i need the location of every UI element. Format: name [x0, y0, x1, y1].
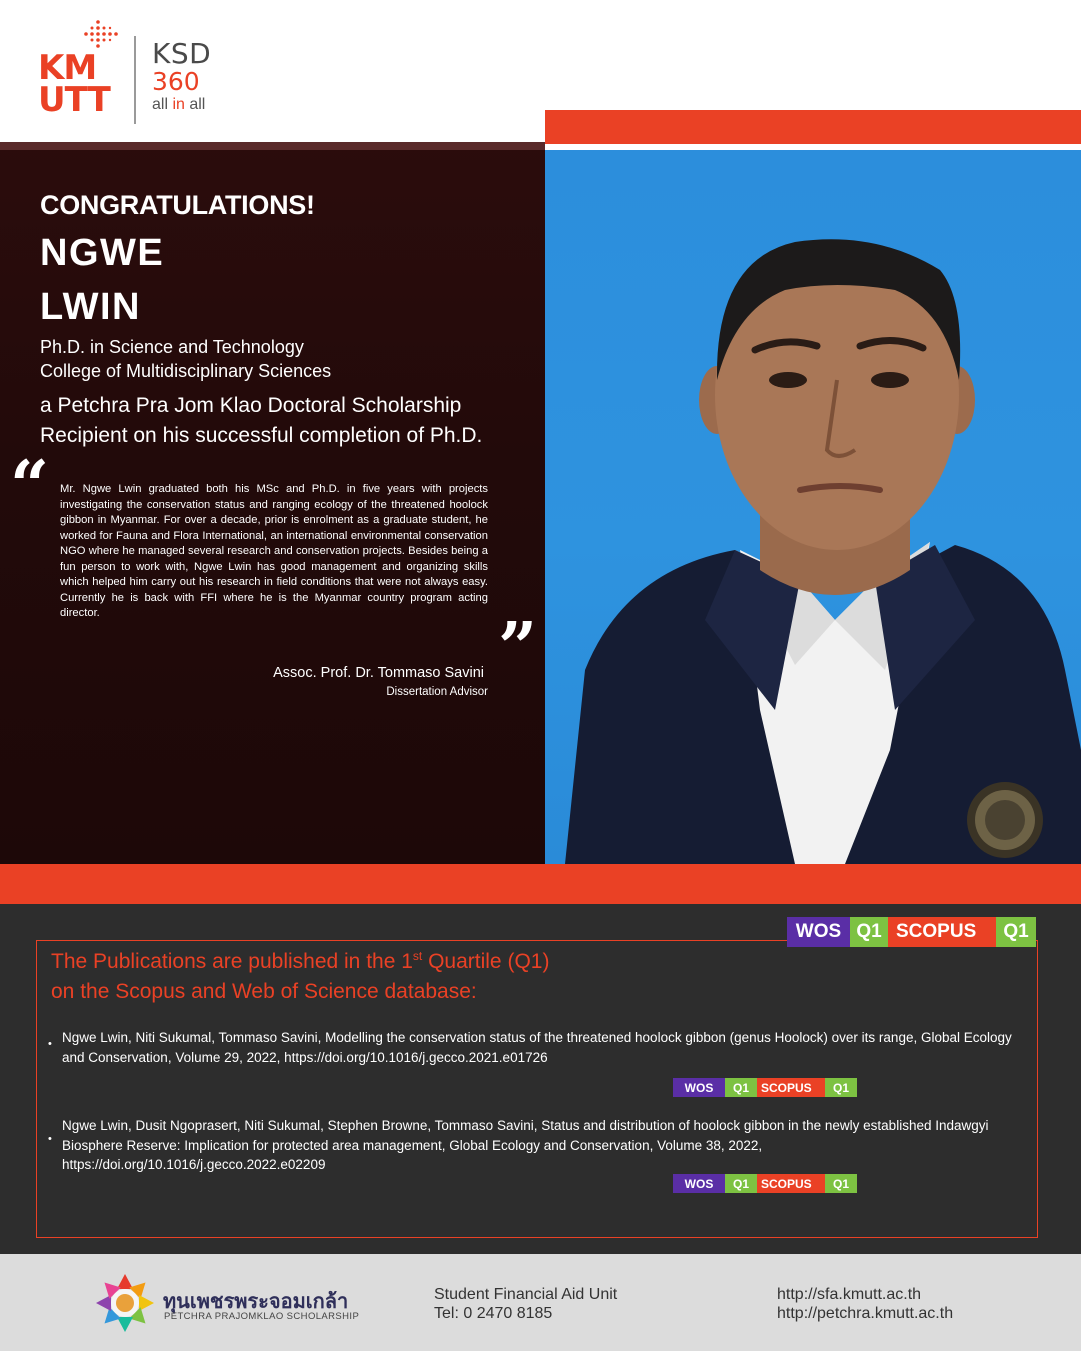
- logo-divider: [134, 36, 136, 124]
- scopus-q1-badge: Q1: [825, 1078, 857, 1097]
- bullet-icon: •: [48, 1038, 52, 1050]
- quartile-badges-header: [787, 917, 1036, 947]
- ksd-number: 360: [152, 67, 200, 96]
- scopus-badge: SCOPUS: [757, 1078, 825, 1097]
- wos-q1-badge: Q1: [725, 1078, 757, 1097]
- mid-accent-bar: [0, 864, 1081, 904]
- publications-heading-line2: on the Scopus and Web of Science database:: [51, 980, 477, 1003]
- bullet-icon: •: [48, 1133, 52, 1145]
- wos-q1-badge: Q1: [850, 917, 888, 947]
- wos-q1-badge: Q1: [725, 1174, 757, 1193]
- portrait-illustration: [545, 150, 1081, 864]
- publications-heading-line1: [51, 950, 549, 974]
- footer-link-petchra[interactable]: http://petchra.kmutt.ac.th: [777, 1305, 954, 1322]
- scopus-badge: SCOPUS: [888, 917, 996, 947]
- kmutt-logo[interactable]: [38, 38, 124, 118]
- heading-superscript: st: [412, 949, 423, 963]
- kmutt-logo-line1: KM: [38, 48, 97, 88]
- publication-item-2: Ngwe Lwin, Dusit Ngoprasert, Niti Sukumal, Stephen Browne, Tommaso Savini, Status and distribution of hoolock gibbon in the newly established Indawgyi Biosphere Reserve: Implication for protected area management, Global Ecology and Conservation, Volume 38, 2022, https://doi.org/10.1016/j.gecco.2022.e02209: [62, 1118, 989, 1172]
- footer-link-sfa[interactable]: http://sfa.kmutt.ac.th: [777, 1286, 922, 1303]
- scholarship-line-1: a Petchra Pra Jom Klao Doctoral Scholarship: [40, 394, 462, 417]
- college-name: College of Multidisciplinary Sciences: [40, 361, 332, 381]
- advisor-role: Dissertation Advisor: [386, 686, 488, 698]
- scholarship-thai-name: ทุนเพชรพระจอมเกล้า: [163, 1291, 349, 1313]
- advisor-quote: Mr. Ngwe Lwin graduated both his MSc and Ph.D. in five years with projects investigating the conservation status and ranging ecology of the threatened hoolock gibbon in Myanmar. For over a decade, prior is enrolment as a graduate student, he worked for Fauna and Flora International, an international environmental conservation NGO where he managed several research and conservation projects. Besides being a fun person to work with, Ngwe Lwin has good management and organizing skills which helped him carry out his research in field conditions that were not always easy. Currently he is back with FFI where he is the Myanmar country program acting director.: [60, 483, 488, 619]
- footer-phone[interactable]: Tel: 0 2470 8185: [434, 1305, 553, 1322]
- scholarship-line-2: Recipient on his successful completion of Ph.D.: [40, 424, 483, 447]
- wos-badge: WOS: [787, 917, 850, 947]
- wos-badge: WOS: [673, 1174, 725, 1193]
- ksd360-logo[interactable]: [152, 37, 212, 114]
- heading-text-post: Quartile (Q1): [422, 950, 550, 973]
- ksd-tagline: [152, 96, 211, 114]
- publication-item-1: Ngwe Lwin, Niti Sukumal, Tommaso Savini, Modelling the conservation status of the threatened hoolock gibbon (genus Hoolock) over its range, Global Ecology and Conservation, Volume 29, 2022, https://doi.org/10.1016/j.gecco.2021.e01726: [62, 1030, 1012, 1065]
- ksd-title: KSD: [152, 37, 212, 70]
- publication-2-badges: [673, 1174, 857, 1193]
- advisor-name: Assoc. Prof. Dr. Tommaso Savini: [273, 665, 484, 681]
- ksd-tagline-highlight: in: [172, 96, 185, 113]
- petchra-flower-icon: [94, 1272, 156, 1334]
- recipient-portrait: [545, 150, 1081, 864]
- scopus-badge: SCOPUS: [757, 1174, 825, 1193]
- open-quote-icon: “: [10, 446, 50, 526]
- close-quote-icon: ”: [498, 608, 538, 688]
- ksd-tagline-post: all: [184, 96, 206, 113]
- congrats-heading: CONGRATULATIONS!: [40, 190, 315, 220]
- publication-1-badges: [673, 1078, 857, 1097]
- top-accent-bar: [545, 110, 1081, 144]
- degree-program: Ph.D. in Science and Technology: [40, 337, 304, 357]
- ksd-tagline-pre: all: [152, 96, 173, 113]
- kmutt-dots-icon: [82, 18, 146, 54]
- scholarship-english-name: PETCHRA PRAJOMKLAO SCHOLARSHIP: [164, 1311, 360, 1322]
- kmutt-logo-line2: UTT: [38, 80, 110, 120]
- footer-unit-name: Student Financial Aid Unit: [434, 1286, 618, 1303]
- recipient-first-name: NGWE: [40, 232, 165, 274]
- wos-badge: WOS: [673, 1078, 725, 1097]
- scopus-q1-badge: Q1: [825, 1174, 857, 1193]
- heading-text-pre: The Publications are published in the 1: [51, 950, 413, 973]
- scopus-q1-badge: Q1: [996, 917, 1036, 947]
- recipient-last-name: LWIN: [40, 286, 141, 328]
